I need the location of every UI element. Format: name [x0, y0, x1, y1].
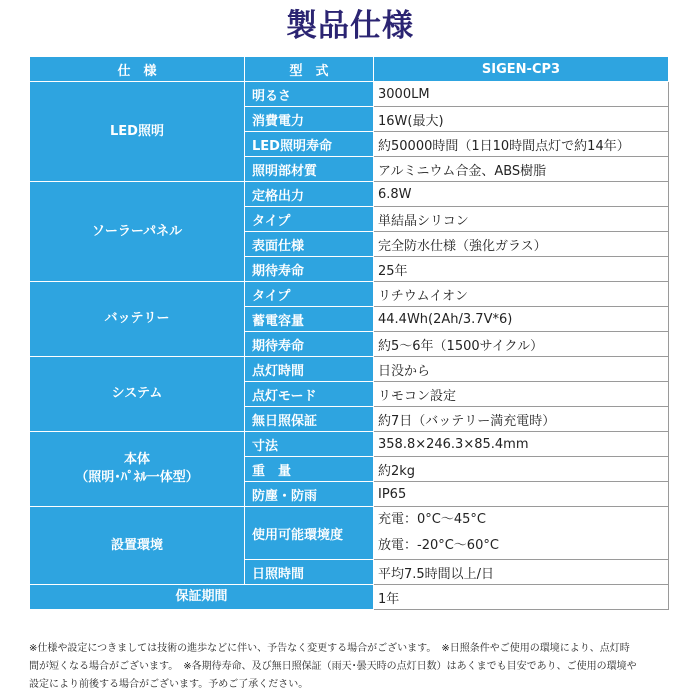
footnotes — [29, 640, 679, 694]
row-value: 6.8W — [374, 182, 669, 207]
row-label: タイプ — [245, 207, 374, 232]
row-label: 使用可能環境度 — [245, 507, 374, 560]
row-label: 重 量 — [245, 457, 374, 482]
row-value: 1年 — [374, 585, 669, 610]
row-value: IP65 — [374, 482, 669, 507]
category-system: システム — [30, 357, 245, 432]
row-value: 3000LM — [374, 82, 669, 107]
row-label: 蓄電容量 — [245, 307, 374, 332]
row-label: 防塵・防雨 — [245, 482, 374, 507]
row-label: 消費電力 — [245, 107, 374, 132]
table-row — [30, 585, 669, 610]
table-row — [30, 432, 669, 457]
row-label: 定格出力 — [245, 182, 374, 207]
footnote-line: 間が短くなる場合がございます。 ※各期待寿命、及び無日照保証（雨天･曇天時の点灯日数）はあくまでも目安であり、ご使用の環境や — [29, 661, 637, 672]
row-value: 完全防水仕様（強化ガラス） — [374, 232, 669, 257]
table-row — [30, 82, 669, 107]
row-value: 44.4Wh(2Ah/3.7V*6) — [374, 307, 669, 332]
row-value: 約2kg — [374, 457, 669, 482]
row-label: タイプ — [245, 282, 374, 307]
row-value — [374, 507, 669, 560]
row-label: 期待寿命 — [245, 332, 374, 357]
footnote-line: ※仕様や設定につきましては技術の進歩などに伴い、予告なく変更する場合がございます。 ※日照条件やご使用の環境により、点灯時 — [29, 643, 630, 654]
category-warranty: 保証期間 — [30, 585, 374, 610]
row-value: 日没から — [374, 357, 669, 382]
row-value: リチウムイオン — [374, 282, 669, 307]
footnote-line: 設定により前後する場合がございます。予めご了承ください。 — [29, 679, 309, 690]
row-label: 明るさ — [245, 82, 374, 107]
row-label: 期待寿命 — [245, 257, 374, 282]
row-value: 約50000時間（1日10時間点灯で約14年） — [374, 132, 669, 157]
table-row — [30, 182, 669, 207]
category-env: 設置環境 — [30, 507, 245, 585]
row-label: LED照明寿命 — [245, 132, 374, 157]
header-spec: 仕 様 — [30, 57, 245, 82]
row-value: 単結晶シリコン — [374, 207, 669, 232]
row-label: 点灯モード — [245, 382, 374, 407]
table-row — [30, 507, 669, 560]
row-value: 約5～6年（1500サイクル） — [374, 332, 669, 357]
spec-table — [29, 56, 669, 610]
row-value: アルミニウム合金、ABS樹脂 — [374, 157, 669, 182]
category-body-line1: 本体 — [123, 452, 150, 467]
header-model-label: 型 式 — [245, 57, 374, 82]
row-label: 点灯時間 — [245, 357, 374, 382]
category-battery: バッテリー — [30, 282, 245, 357]
row-label: 日照時間 — [245, 560, 374, 585]
category-led: LED照明 — [30, 82, 245, 182]
env-charge-value: 充電：0°C～45°C — [378, 512, 486, 527]
category-body — [30, 432, 245, 507]
category-body-line2: （照明･ﾊﾟﾈﾙ一体型） — [75, 470, 199, 485]
row-label: 無日照保証 — [245, 407, 374, 432]
row-label: 寸法 — [245, 432, 374, 457]
header-model: SIGEN-CP3 — [374, 57, 669, 82]
table-header-row — [30, 57, 669, 82]
row-label: 照明部材質 — [245, 157, 374, 182]
row-value: 358.8×246.3×85.4mm — [374, 432, 669, 457]
row-value: 16W(最大) — [374, 107, 669, 132]
category-solar: ソーラーパネル — [30, 182, 245, 282]
row-value: 約7日（バッテリー満充電時） — [374, 407, 669, 432]
row-value: 25年 — [374, 257, 669, 282]
row-value: 平均7.5時間以上/日 — [374, 560, 669, 585]
table-row — [30, 357, 669, 382]
page-title: 製品仕様 — [286, 8, 414, 44]
row-label: 表面仕様 — [245, 232, 374, 257]
row-value: リモコン設定 — [374, 382, 669, 407]
env-discharge-value: 放電：-20°C～60°C — [378, 538, 499, 553]
table-row — [30, 282, 669, 307]
